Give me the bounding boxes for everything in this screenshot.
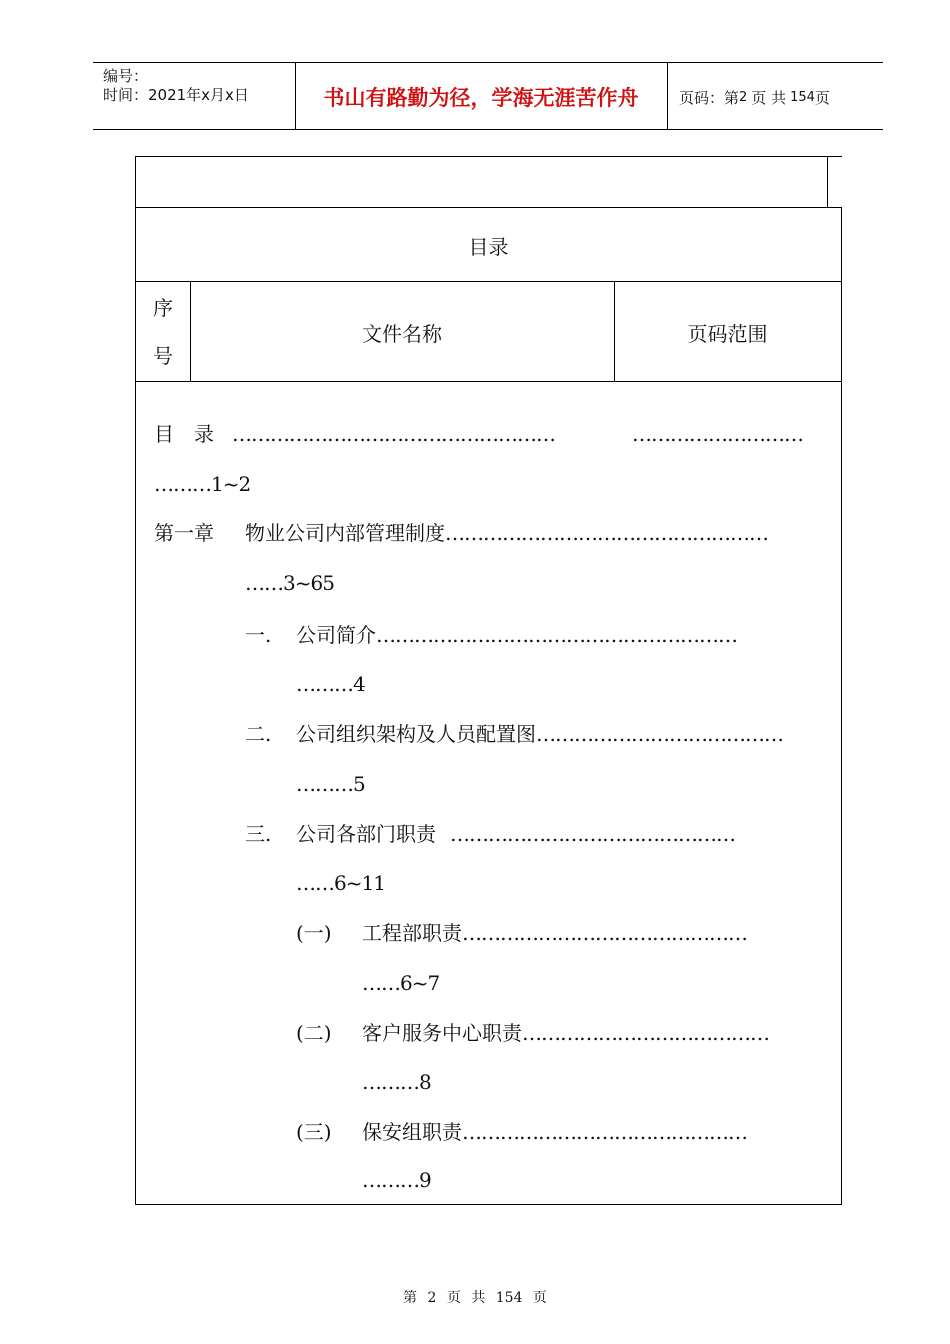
page-total: 154 <box>790 89 815 105</box>
toc-entry-label: 客户服务中心职责 <box>362 1021 522 1045</box>
header-page-indicator <box>679 63 830 131</box>
toc-leader-dots: …………………………………………… <box>232 422 555 446</box>
toc-entry-section <box>296 721 783 747</box>
toc-entry-page-range: ……3~65 <box>245 571 334 595</box>
toc-entry-page-range: ………1~2 <box>154 472 251 496</box>
toc-entry-chapter <box>245 520 768 546</box>
toc-entry-chapter-num: 第一章 <box>154 521 214 545</box>
page-header <box>93 62 883 130</box>
toc-entry-num: (一) <box>296 921 332 945</box>
document-time-label: 时间：2021年x月x日 <box>103 86 249 104</box>
document-number-label: 编号： <box>103 67 149 85</box>
header-divider <box>667 63 668 129</box>
toc-leader-dots: ……………………………………… <box>450 822 735 846</box>
toc-leader-dots: ………………………………………………… <box>376 623 737 647</box>
column-header-range: 页码范围 <box>687 321 768 346</box>
toc-leader-dots: ……………………… <box>632 422 803 446</box>
toc-entry-label: 物业公司内部管理制度 <box>245 521 445 545</box>
toc-entry-label: 公司简介 <box>296 623 376 647</box>
toc-entry-label: 目 录 <box>154 422 214 446</box>
column-header-seq-line2: 号 <box>153 344 173 368</box>
toc-entry-subsection <box>362 1119 747 1145</box>
toc-entry-num: (二) <box>296 1021 332 1045</box>
column-header-name: 文件名称 <box>362 321 442 346</box>
toc-entry-page-range: ………9 <box>362 1168 431 1192</box>
column-header-seq <box>136 282 190 382</box>
toc-entry-page-range: ………4 <box>296 672 365 696</box>
toc-entry-num: (三) <box>296 1120 332 1144</box>
toc-entry-subsection <box>362 920 747 946</box>
header-meta <box>103 67 249 105</box>
header-motto: 书山有路勤为径，学海无涯苦作舟 <box>323 86 639 110</box>
toc-entry-page-range: ……6~7 <box>362 971 440 995</box>
toc-entry-label: 工程部职责 <box>362 921 462 945</box>
page-prefix: 页码：第 <box>679 88 740 107</box>
toc-entry-page-range: ………5 <box>296 772 365 796</box>
toc-entry-num: 一. <box>245 623 272 647</box>
toc-entry-page-range: ……6~11 <box>296 871 385 895</box>
page-current: 2 <box>739 89 748 105</box>
table-border <box>827 156 828 208</box>
toc-leader-dots: ………………………………… <box>536 722 783 746</box>
toc-entry-page-range: ………8 <box>362 1070 431 1094</box>
toc-entry-num: 三. <box>245 822 272 846</box>
column-header-seq-line1: 序 <box>153 296 173 320</box>
page-mid: 页 共 <box>751 88 787 107</box>
toc-entry-label: 保安组职责 <box>362 1120 462 1144</box>
toc-entry-num: 二. <box>245 722 272 746</box>
page-footer: 第 2 页 共 154 页 <box>403 1290 547 1306</box>
toc-entry-section <box>296 821 735 847</box>
toc-entry-section <box>296 622 737 648</box>
toc-leader-dots: ……………………………………… <box>462 921 747 945</box>
page-suffix: 页 <box>814 88 830 107</box>
toc-leader-dots: ………………………………… <box>522 1021 769 1045</box>
toc-entry-label: 公司各部门职责 <box>296 822 436 846</box>
toc-entry-subsection <box>362 1020 769 1046</box>
table-border <box>841 207 842 1205</box>
toc-leader-dots: …………………………………………… <box>445 521 768 545</box>
table-border <box>135 156 842 157</box>
toc-leader-dots: ……………………………………… <box>462 1120 747 1144</box>
toc-entry-contents <box>154 421 214 447</box>
toc-title: 目录 <box>468 234 509 259</box>
table-border <box>135 1204 842 1205</box>
toc-entry-label: 公司组织架构及人员配置图 <box>296 722 536 746</box>
